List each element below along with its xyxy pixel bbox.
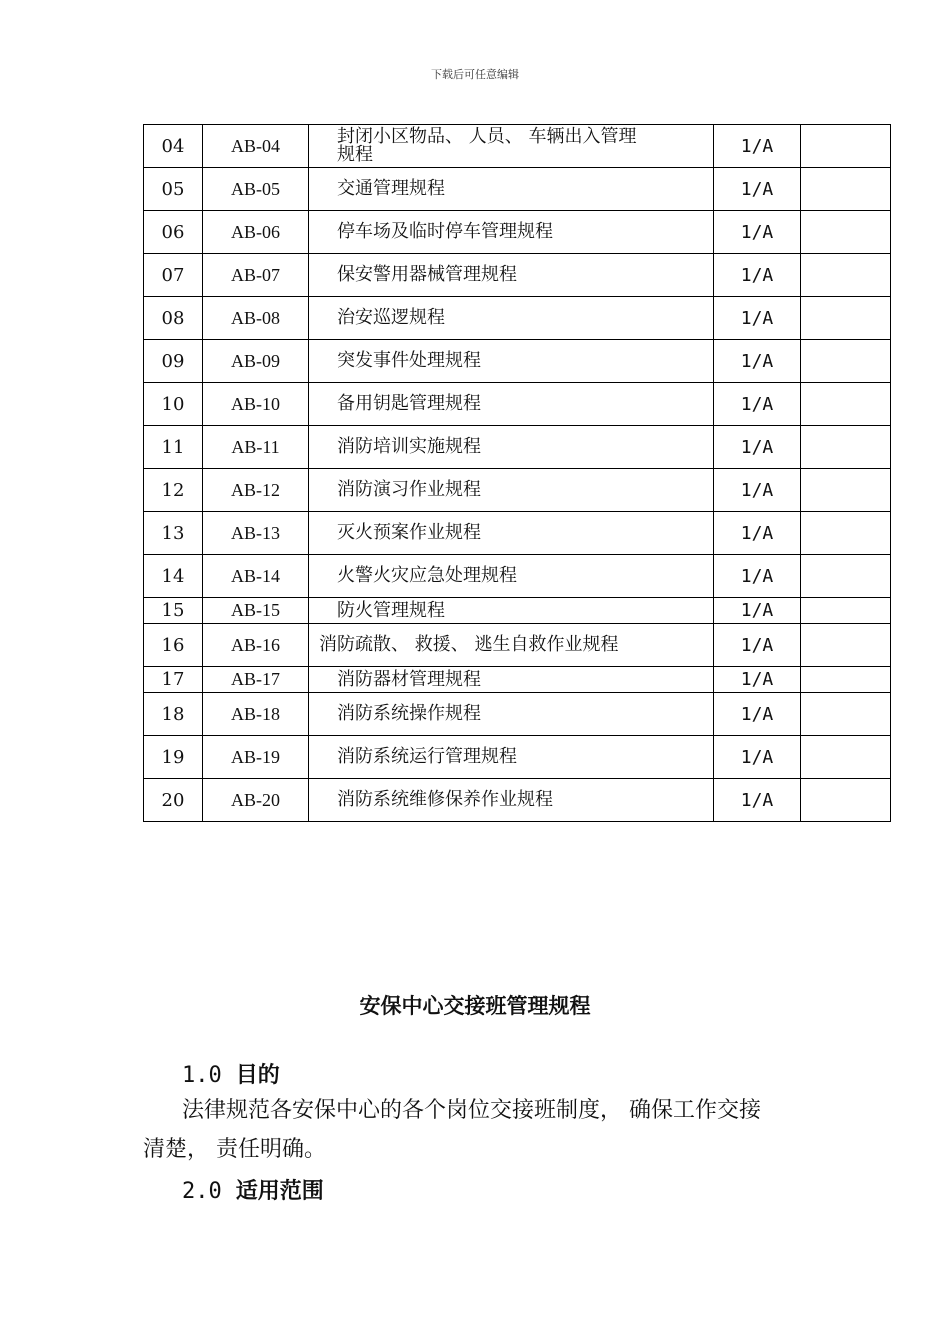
row-note: [801, 624, 891, 667]
row-name: 灭火预案作业规程: [309, 512, 714, 555]
row-number: 15: [144, 598, 203, 624]
regulation-table: [143, 124, 891, 822]
table-row: [144, 211, 891, 254]
row-note: [801, 340, 891, 383]
row-number: 06: [144, 211, 203, 254]
row-name: 消防系统运行管理规程: [309, 736, 714, 779]
row-code: AB-15: [203, 598, 309, 624]
row-note: [801, 426, 891, 469]
table-row: [144, 469, 891, 512]
row-version: 1/A: [714, 779, 801, 822]
section-2-title: 适用范围: [235, 1178, 324, 1204]
row-version: 1/A: [714, 693, 801, 736]
row-name: 备用钥匙管理规程: [309, 383, 714, 426]
row-note: [801, 779, 891, 822]
row-code: AB-12: [203, 469, 309, 512]
table-row: [144, 512, 891, 555]
row-name: 消防系统维修保养作业规程: [309, 779, 714, 822]
table-row: [144, 168, 891, 211]
row-version: 1/A: [714, 624, 801, 667]
row-name: 封闭小区物品、 人员、 车辆出入管理规程: [309, 125, 714, 168]
table-row: [144, 667, 891, 693]
row-note: [801, 168, 891, 211]
table-row: [144, 736, 891, 779]
row-code: AB-18: [203, 693, 309, 736]
page-header-watermark: 下载后可任意编辑: [431, 68, 519, 81]
row-number: 13: [144, 512, 203, 555]
row-version: 1/A: [714, 555, 801, 598]
row-version: 1/A: [714, 736, 801, 779]
row-note: [801, 383, 891, 426]
row-name: 保安警用器械管理规程: [309, 254, 714, 297]
row-code: AB-08: [203, 297, 309, 340]
row-version: 1/A: [714, 469, 801, 512]
row-version: 1/A: [714, 168, 801, 211]
row-name: 防火管理规程: [309, 598, 714, 624]
section-1-paragraph: [143, 1091, 843, 1169]
row-name: 消防器材管理规程: [309, 667, 714, 693]
section-2-heading: [182, 1174, 324, 1205]
regulation-table-body: [144, 125, 891, 822]
row-name: 消防演习作业规程: [309, 469, 714, 512]
row-code: AB-20: [203, 779, 309, 822]
row-version: 1/A: [714, 512, 801, 555]
row-note: [801, 736, 891, 779]
row-number: 16: [144, 624, 203, 667]
section-1-text-line-1: 法律规范各安保中心的各个岗位交接班制度， 确保工作交接: [182, 1098, 761, 1123]
row-number: 05: [144, 168, 203, 211]
section-2-number: 2.0: [182, 1179, 222, 1204]
row-code: AB-14: [203, 555, 309, 598]
row-version: 1/A: [714, 598, 801, 624]
row-number: 07: [144, 254, 203, 297]
row-version: 1/A: [714, 254, 801, 297]
table-row: [144, 254, 891, 297]
row-note: [801, 667, 891, 693]
row-number: 17: [144, 667, 203, 693]
row-note: [801, 211, 891, 254]
document-title: 安保中心交接班管理规程: [359, 993, 591, 1018]
table-row: [144, 383, 891, 426]
section-1-number: 1.0: [182, 1063, 222, 1088]
row-note: [801, 693, 891, 736]
row-name: 交通管理规程: [309, 168, 714, 211]
row-number: 18: [144, 693, 203, 736]
row-version: 1/A: [714, 297, 801, 340]
row-number: 10: [144, 383, 203, 426]
table-row: [144, 624, 891, 667]
row-version: 1/A: [714, 211, 801, 254]
row-note: [801, 512, 891, 555]
row-code: AB-09: [203, 340, 309, 383]
section-1-title: 目的: [235, 1062, 280, 1088]
row-number: 04: [144, 125, 203, 168]
section-1-text-line-2: 清楚， 责任明确。: [143, 1137, 326, 1162]
row-note: [801, 254, 891, 297]
row-number: 08: [144, 297, 203, 340]
row-number: 20: [144, 779, 203, 822]
table-row: [144, 779, 891, 822]
row-code: AB-10: [203, 383, 309, 426]
row-note: [801, 125, 891, 168]
table-row: [144, 555, 891, 598]
row-name: 消防培训实施规程: [309, 426, 714, 469]
row-code: AB-19: [203, 736, 309, 779]
table-row: [144, 297, 891, 340]
table-row: [144, 426, 891, 469]
row-name: 消防系统操作规程: [309, 693, 714, 736]
row-code: AB-17: [203, 667, 309, 693]
row-version: 1/A: [714, 667, 801, 693]
row-version: 1/A: [714, 125, 801, 168]
row-code: AB-13: [203, 512, 309, 555]
row-name: 突发事件处理规程: [309, 340, 714, 383]
row-number: 14: [144, 555, 203, 598]
row-number: 19: [144, 736, 203, 779]
row-name: 停车场及临时停车管理规程: [309, 211, 714, 254]
row-number: 11: [144, 426, 203, 469]
row-version: 1/A: [714, 340, 801, 383]
row-code: AB-05: [203, 168, 309, 211]
row-name: 火警火灾应急处理规程: [309, 555, 714, 598]
row-note: [801, 297, 891, 340]
row-version: 1/A: [714, 426, 801, 469]
row-code: AB-06: [203, 211, 309, 254]
section-1-heading: [182, 1058, 280, 1089]
row-code: AB-04: [203, 125, 309, 168]
table-row: [144, 598, 891, 624]
table-row: [144, 125, 891, 168]
row-number: 09: [144, 340, 203, 383]
row-version: 1/A: [714, 383, 801, 426]
row-note: [801, 469, 891, 512]
row-number: 12: [144, 469, 203, 512]
table-row: [144, 340, 891, 383]
row-code: AB-07: [203, 254, 309, 297]
row-name: 消防疏散、 救援、 逃生自救作业规程: [309, 624, 714, 667]
row-code: AB-16: [203, 624, 309, 667]
table-row: [144, 693, 891, 736]
row-note: [801, 598, 891, 624]
row-note: [801, 555, 891, 598]
row-code: AB-11: [203, 426, 309, 469]
row-name: 治安巡逻规程: [309, 297, 714, 340]
